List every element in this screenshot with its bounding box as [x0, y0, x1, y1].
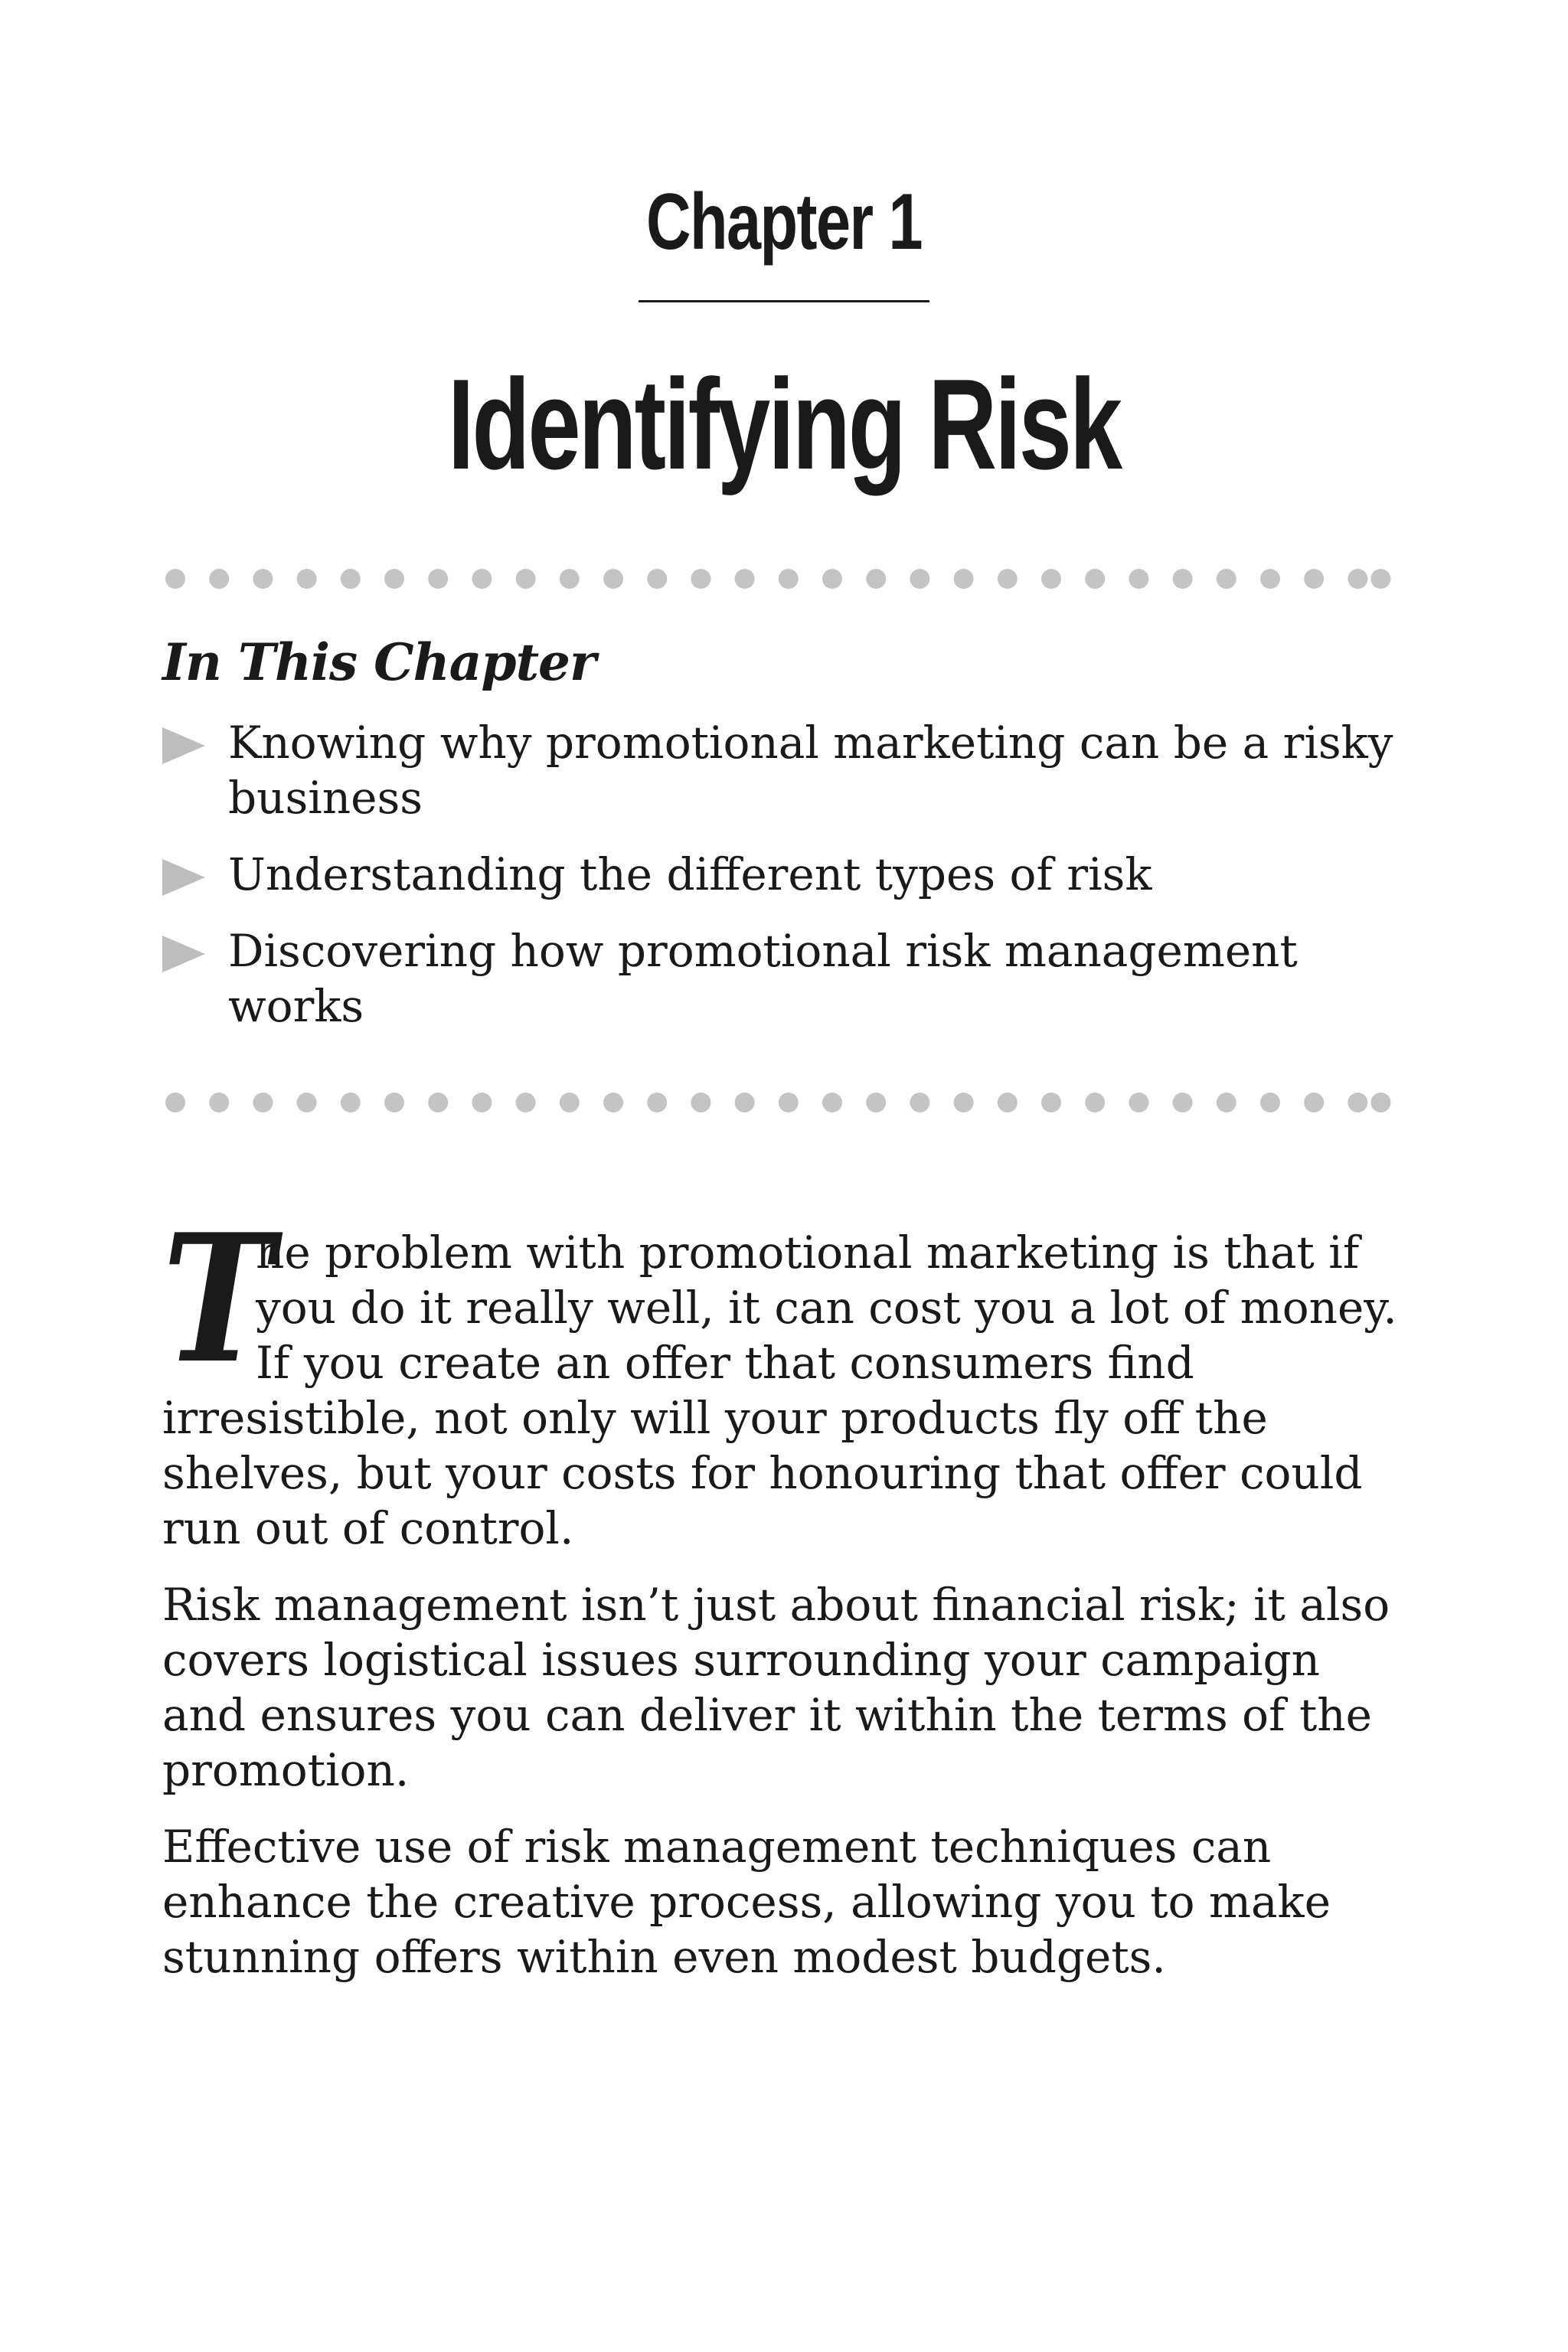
divider-dot [1085, 569, 1105, 589]
divider-dot [822, 569, 842, 589]
divider-dot [735, 569, 755, 589]
divider-dot [647, 569, 667, 589]
paragraph-1-text: he problem with promotional marketing is that if you do it really well, it can cost you a lot of money. If you create an offer that consumers find irresistible, not only will your products fly off the shelves, but your costs for honouring that offer could run out of control. [162, 1227, 1397, 1554]
divider-dot [866, 569, 886, 589]
triangle-bullet-icon [162, 859, 205, 896]
divider-dot [209, 1093, 229, 1112]
divider-dot [954, 1093, 974, 1112]
divider-dot [253, 1093, 273, 1112]
divider-dot [647, 1093, 667, 1112]
chapter-topics-list [162, 715, 1403, 1055]
divider-dot [297, 569, 317, 589]
divider-dot [165, 569, 185, 589]
divider-dot [691, 1093, 710, 1112]
divider-dot [1370, 569, 1390, 589]
divider-dot [472, 569, 492, 589]
chapter-underline [639, 300, 929, 302]
drop-cap: T [162, 1196, 274, 1403]
divider-dot [428, 569, 448, 589]
divider-dot [603, 569, 623, 589]
topic-item [162, 715, 1403, 825]
in-this-chapter-heading: In This Chapter [162, 632, 596, 692]
topic-item [162, 847, 1403, 902]
divider-dot [1260, 1093, 1280, 1112]
divider-dot [1260, 569, 1280, 589]
divider-dot [1304, 569, 1324, 589]
divider-dot [472, 1093, 492, 1112]
triangle-bullet-icon [162, 936, 205, 972]
triangle-bullet-icon [162, 727, 205, 764]
dotted-divider-bottom [164, 1091, 1404, 1114]
body-paragraph-2: Risk management isn’t just about financial risk; it also covers logistical issues surrounding your campaign and ensures you can deliver it within the terms of the promotion. [162, 1579, 1390, 1796]
chapter-body [162, 1196, 1410, 2006]
divider-dot [516, 569, 536, 589]
divider-dot [1348, 569, 1367, 589]
divider-dot [253, 569, 273, 589]
divider-dot [341, 1093, 361, 1112]
topic-text: Understanding the different types of risk [228, 848, 1152, 900]
divider-dot [910, 1093, 929, 1112]
divider-dot [1041, 1093, 1061, 1112]
dotted-divider-top [164, 567, 1404, 590]
divider-dot [560, 569, 580, 589]
divider-dot [516, 1093, 536, 1112]
divider-dot [384, 1093, 404, 1112]
divider-dot [1173, 569, 1193, 589]
divider-dot [822, 1093, 842, 1112]
divider-dot [779, 569, 799, 589]
body-paragraph-3: Effective use of risk management techniques can enhance the creative process, allowing you to make stunning offers within even modest budgets. [162, 1821, 1331, 1983]
divider-dot [341, 569, 361, 589]
divider-dot [209, 569, 229, 589]
divider-dot [1173, 1093, 1193, 1112]
divider-dot [910, 569, 929, 589]
divider-dot [1304, 1093, 1324, 1112]
topic-text: Discovering how promotional risk management works [228, 925, 1298, 1032]
divider-dot [297, 1093, 317, 1112]
divider-dot [1129, 569, 1148, 589]
divider-dot [428, 1093, 448, 1112]
divider-dot [1348, 1093, 1367, 1112]
chapter-title: Identifying Risk [447, 352, 1121, 496]
divider-dot [384, 569, 404, 589]
divider-dot [691, 569, 710, 589]
divider-dot [1217, 1093, 1236, 1112]
divider-dot [1041, 569, 1061, 589]
body-paragraph-1 [162, 1196, 1410, 1556]
topic-text: Knowing why promotional marketing can be a risky business [228, 717, 1393, 824]
divider-dot [603, 1093, 623, 1112]
divider-dot [1217, 569, 1236, 589]
divider-dot [1129, 1093, 1148, 1112]
topic-item [162, 923, 1403, 1034]
divider-dot [560, 1093, 580, 1112]
divider-dot [866, 1093, 886, 1112]
divider-dot [735, 1093, 755, 1112]
divider-dot [1370, 1093, 1390, 1112]
divider-dot [165, 1093, 185, 1112]
divider-dot [779, 1093, 799, 1112]
divider-dot [998, 1093, 1018, 1112]
divider-dot [998, 569, 1018, 589]
divider-dot [1085, 1093, 1105, 1112]
divider-dot [954, 569, 974, 589]
chapter-number: Chapter 1 [645, 178, 923, 266]
